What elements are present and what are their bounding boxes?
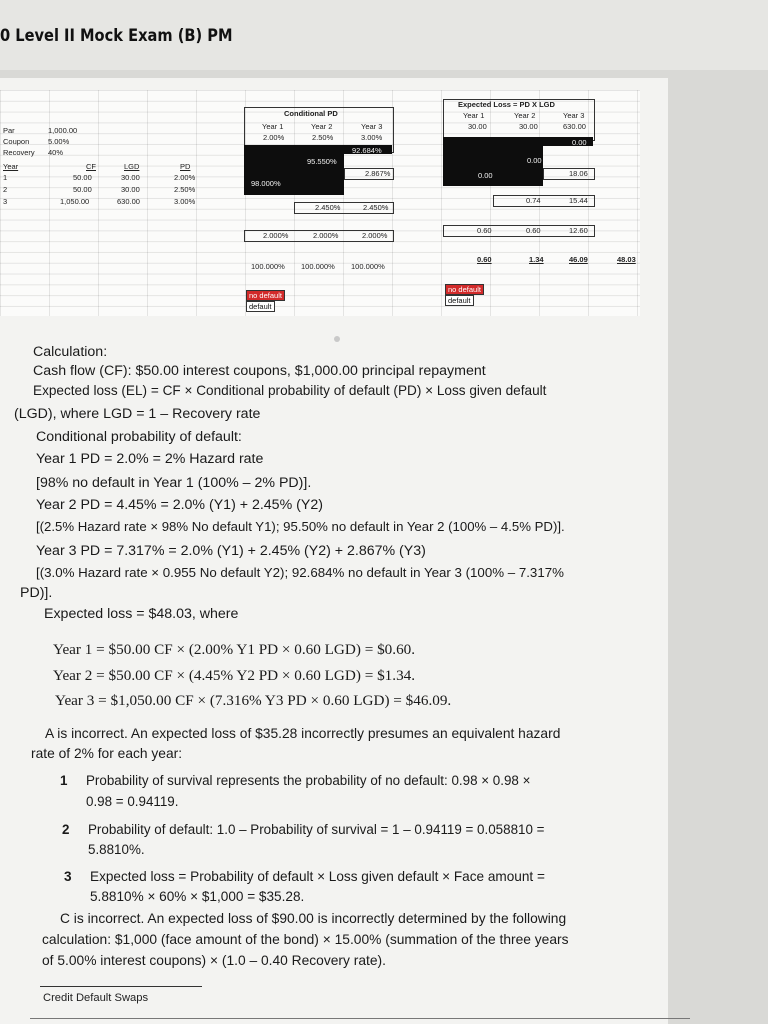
exp-loss-row60-y1: 0.60 [477, 226, 492, 235]
page-header: 0 Level II Mock Exam (B) PM [0, 26, 233, 46]
step2-line1: Probability of default: 1.0 – Probability of survival = 1 – 0.94119 = 0.058810 = [88, 822, 545, 837]
step1-line2: 0.98 = 0.94119. [86, 794, 179, 809]
cond-pd-rate2: 2.50% [312, 133, 334, 142]
spreadsheet-figure [0, 90, 640, 316]
footer-section-label: Credit Default Swaps [43, 992, 149, 1004]
row3-year: 3 [3, 197, 8, 206]
recovery-label: Recovery [3, 148, 35, 157]
cond-pd-title: Conditional PD [284, 109, 338, 118]
calc-line-el-def: Expected loss (EL) = CF × Conditional probability of default (PD) × Loss given default [33, 383, 547, 398]
coupon-value: 5.00% [48, 137, 70, 146]
step1-number: 1 [60, 773, 68, 788]
step1-line1: Probability of survival represents the probability of no default: 0.98 × 0.98 × [86, 773, 531, 788]
legend-default-left: default [246, 301, 275, 312]
cond-pd-92684: 92.684% [352, 146, 382, 155]
exp-loss-dark-strip-top [443, 137, 593, 146]
year-header: Year [3, 162, 19, 171]
exp-loss-row60-y3: 12.60 [569, 226, 588, 235]
cond-pd-100-y2: 100.000% [301, 262, 335, 271]
exp-loss-lgd1: 30.00 [468, 122, 487, 131]
exp-loss-total-y1: 0.60 [477, 255, 492, 264]
cond-pd-2867: 2.867% [365, 169, 391, 178]
exp-loss-000b: 0.00 [527, 156, 542, 165]
exp-loss-total-sum: 48.03 [617, 255, 636, 264]
step3-line1: Expected loss = Probability of default × Loss given default × Face amount = [90, 869, 545, 884]
row3-cf: 1,050.00 [60, 197, 90, 206]
exp-loss-total-y2: 1.34 [529, 255, 544, 264]
cond-pd-95550: 95.550% [307, 157, 337, 166]
step2-number: 2 [62, 822, 70, 837]
exp-loss-year1: Year 1 [463, 111, 485, 120]
cond-pd-2450a: 2.450% [315, 203, 341, 212]
exp-loss-year3: Year 3 [563, 111, 585, 120]
cond-pd-2000-y3: 2.000% [362, 231, 388, 240]
row3-lgd: 630.00 [117, 197, 140, 206]
cond-pd-100-y3: 100.000% [351, 262, 385, 271]
cond-pd-rate3: 3.00% [361, 133, 383, 142]
calc-line-lgd-def: (LGD), where LGD = 1 – Recovery rate [14, 406, 261, 422]
row2-lgd: 30.00 [121, 185, 140, 194]
cond-pd-year1: Year 1 [262, 122, 284, 131]
legend-no-default-right: no default [445, 284, 484, 295]
calc-line-expected-loss: Expected loss = $48.03, where [44, 606, 239, 622]
footer-bottom-rule [30, 1018, 690, 1019]
row1-cf: 50.00 [73, 173, 92, 182]
calc-line-y1-note: [98% no default in Year 1 (100% – 2% PD)]. [36, 475, 312, 491]
recovery-value: 40% [48, 148, 64, 157]
cf-header: CF [86, 162, 96, 171]
exp-loss-1806: 18.06 [569, 169, 588, 178]
page-speck [334, 336, 340, 342]
coupon-label: Coupon [3, 137, 30, 146]
row1-year: 1 [3, 173, 8, 182]
cond-pd-2000-y1: 2.000% [263, 231, 289, 240]
exp-loss-1544: 15.44 [569, 196, 588, 205]
exp-loss-total-y3: 46.09 [569, 255, 588, 264]
formula-year3: Year 3 = $1,050.00 CF × (7.316% Y3 PD × 0.60 LGD) = $46.09. [55, 692, 452, 709]
step3-line2: 5.8810% × 60% × $1,000 = $35.28. [90, 889, 305, 904]
exp-loss-000c: 0.00 [478, 171, 493, 180]
calc-line-pd-close: PD)]. [20, 585, 53, 601]
c-incorrect-line1: C is incorrect. An expected loss of $90.00 is incorrectly determined by the following [60, 911, 567, 926]
row1-lgd: 30.00 [121, 173, 140, 182]
calc-line-y2-note: [(2.5% Hazard rate × 98% No default Y1); 95.50% no default in Year 2 (100% – 4.5% PD)]. [36, 519, 565, 534]
exp-loss-lgd2: 30.00 [519, 122, 538, 131]
row3-pd: 3.00% [174, 197, 196, 206]
calc-line-cash-flow: Cash flow (CF): $50.00 interest coupons, $1,000.00 principal repayment [33, 363, 486, 379]
exp-loss-074: 0.74 [526, 196, 541, 205]
formula-year2: Year 2 = $50.00 CF × (4.45% Y2 PD × 0.60 LGD) = $1.34. [53, 667, 416, 684]
legend-default-right: default [445, 295, 474, 306]
exp-loss-dark-block [443, 146, 543, 186]
cond-pd-2450b: 2.450% [363, 203, 389, 212]
row2-pd: 2.50% [174, 185, 196, 194]
step3-number: 3 [64, 869, 72, 884]
par-label: Par [3, 126, 15, 135]
a-incorrect-line2: rate of 2% for each year: [31, 746, 183, 761]
calc-heading: Calculation: [33, 344, 108, 360]
row1-pd: 2.00% [174, 173, 196, 182]
calc-line-cond-pd: Conditional probability of default: [36, 429, 242, 445]
exp-loss-000a: 0.00 [572, 138, 587, 147]
exp-loss-lgd3: 630.00 [563, 122, 586, 131]
pd-header: PD [180, 162, 191, 171]
par-value: 1,000.00 [48, 126, 78, 135]
calc-line-y1-pd: Year 1 PD = 2.0% = 2% Hazard rate [36, 451, 264, 467]
calc-line-y3-pd: Year 3 PD = 7.317% = 2.0% (Y1) + 2.45% (Y2) + 2.867% (Y3) [36, 543, 426, 559]
step2-line2: 5.8810%. [88, 842, 145, 857]
exp-loss-year2: Year 2 [514, 111, 536, 120]
cond-pd-98000: 98.000% [251, 179, 281, 188]
a-incorrect-line1: A is incorrect. An expected loss of $35.28 incorrectly presumes an equivalent hazard [45, 726, 561, 741]
legend-no-default-left: no default [246, 290, 285, 301]
c-incorrect-line3: of 5.00% interest coupons) × (1.0 – 0.40 Recovery rate). [42, 953, 386, 968]
row2-year: 2 [3, 185, 8, 194]
cond-pd-rate1: 2.00% [263, 133, 285, 142]
cond-pd-year2: Year 2 [311, 122, 333, 131]
cond-pd-2000-y2: 2.000% [313, 231, 339, 240]
exp-loss-title: Expected Loss = PD X LGD [458, 100, 555, 109]
cond-pd-year3: Year 3 [361, 122, 383, 131]
cond-pd-100-y1: 100.000% [251, 262, 285, 271]
lgd-header: LGD [124, 162, 140, 171]
row2-cf: 50.00 [73, 185, 92, 194]
calc-line-y3-note: [(3.0% Hazard rate × 0.955 No default Y2); 92.684% no default in Year 3 (100% – 7.317% [36, 565, 564, 580]
calc-line-y2-pd: Year 2 PD = 4.45% = 2.0% (Y1) + 2.45% (Y2) [36, 497, 323, 513]
c-incorrect-line2: calculation: $1,000 (face amount of the bond) × 15.00% (summation of the three years [42, 932, 569, 947]
formula-year1: Year 1 = $50.00 CF × (2.00% Y1 PD × 0.60 LGD) = $0.60. [53, 641, 416, 658]
exp-loss-row60-y2: 0.60 [526, 226, 541, 235]
footer-divider [40, 986, 202, 987]
